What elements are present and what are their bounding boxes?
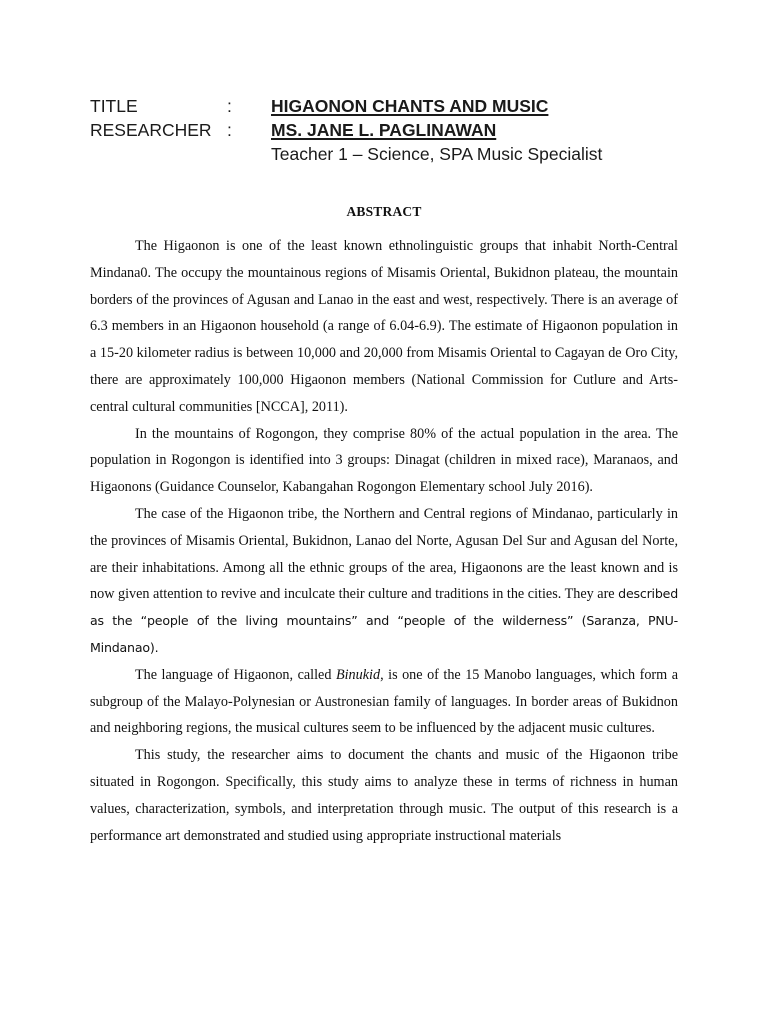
paragraph-3-quote: described as the “people of the living mountains” and “people of the wilderness” (Saranza, PNU-Mindanao). [90, 586, 678, 655]
title-label: TITLE [90, 96, 138, 116]
paragraph-3 [90, 501, 678, 662]
paragraph-1: The Higaonon is one of the least known ethnolinguistic groups that inhabit North-Central Mindana0. The occupy the mountainous regions of Misamis Oriental, Bukidnon plateau, the mountain borders of the provinces of Agusan and Lanao in the east and west, respectively. There is an average of 6.3 members in an Higaonon household (a range of 6.04-6.9). The estimate of Higaonon population in a 15-20 kilometer radius is between 10,000 and 20,000 from Misamis Oriental to Cagayan de Oro City, there are approximately 100,000 Higaonon members (National Commission for Cutlure and Arts-central cultural communities [NCCA], 2011). [90, 238, 678, 415]
paragraph-5: This study, the researcher aims to document the chants and music of the Higaonon tribe situated in Rogongon. Specifically, this study aims to analyze these in terms of richness in human values, characterization, symbols, and interpretation through music. The output of this research is a performance art demonstrated and studied using appropriate instructional materials [90, 747, 678, 844]
researcher-role: Teacher 1 – Science, SPA Music Specialist [271, 144, 603, 164]
abstract-heading: ABSTRACT [346, 204, 422, 219]
paragraph-2: In the mountains of Rogongon, they comprise 80% of the actual population in the area. The population in Rogongon is identified into 3 groups: Dinagat (children in mixed race), Maranaos, and Higaonons (Guidance Counselor, Kabangahan Rogongon Elementary school July 2016). [90, 425, 678, 496]
researcher-name: MS. JANE L. PAGLINAWAN [271, 120, 497, 140]
language-name: Binukid [335, 666, 381, 683]
paragraph-4-start: The language of Higaonon, called [135, 666, 336, 683]
document-header [90, 94, 602, 166]
researcher-colon: : [227, 120, 232, 140]
title-colon: : [227, 96, 232, 116]
paragraph-4-end: , is one of the 15 Manobo languages, which form a subgroup of the Malayo-Polynesian or Austronesian family of languages. In border areas of Bukidnon and neighboring regions, the musical cultures seem to be influenced by the adjacent music cultures. [90, 666, 678, 737]
abstract-body [90, 233, 678, 849]
title-value: HIGAONON CHANTS AND MUSIC [271, 96, 549, 116]
researcher-row [90, 118, 602, 142]
paragraph-3-main: The case of the Higaonon tribe, the Northern and Central regions of Mindanao, particularly in the provinces of Misamis Oriental, Bukidnon, Lanao del Norte, Agusan Del Sur and Agusan del Norte, are their inhabitations. Among all the ethnic groups of the area, Higaonons are the least known and is now given attention to revive and inculcate their culture and traditions in the cities. They are [90, 505, 678, 603]
paragraph-4 [90, 662, 678, 742]
researcher-label: RESEARCHER [90, 120, 212, 140]
title-row [90, 94, 602, 118]
